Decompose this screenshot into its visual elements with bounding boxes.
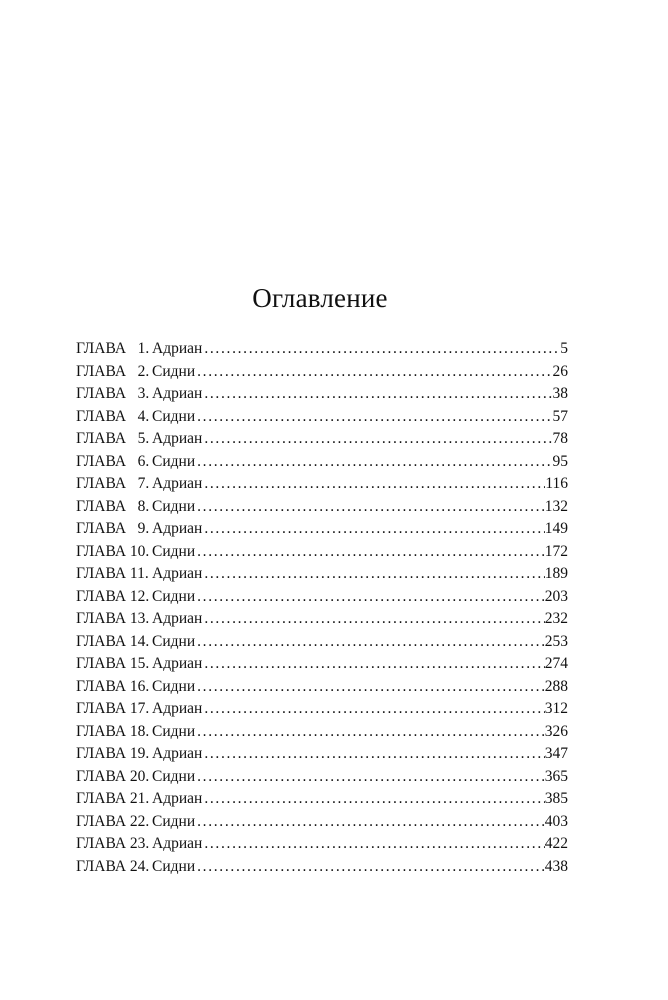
toc-entry-label: ГЛАВА 6. — [76, 452, 150, 470]
toc-entry-page: 288 — [544, 677, 568, 695]
toc-entry-page: 172 — [544, 542, 568, 560]
toc-entry-label: ГЛАВА 18. — [76, 722, 150, 740]
toc-entry-leader — [195, 406, 552, 429]
toc-entry-chapter: Адриан — [152, 475, 203, 492]
toc-entry-chapter: Адриан — [152, 700, 203, 717]
toc-entry[interactable] — [76, 833, 568, 856]
toc-entry-page: 253 — [544, 632, 568, 650]
toc-entry[interactable] — [76, 496, 568, 519]
toc-entry-chapter: Сидни — [152, 452, 196, 470]
toc-entry-chapter: Сидни — [152, 362, 196, 380]
toc-entry-label: ГЛАВА 4. — [76, 407, 150, 425]
toc-entry[interactable] — [76, 586, 568, 609]
toc-entry[interactable] — [76, 473, 568, 496]
toc-entry-leader — [202, 608, 544, 631]
toc-entry-page: 38 — [552, 385, 568, 402]
toc-entry-label: ГЛАВА 5. — [76, 430, 150, 447]
toc-entry[interactable] — [76, 811, 568, 834]
toc-entry-leader — [202, 788, 544, 811]
toc-entry-page: 385 — [544, 790, 568, 807]
toc-entry[interactable] — [76, 361, 568, 384]
toc-entry-chapter: Сидни — [152, 767, 196, 785]
toc-entry-chapter: Сидни — [152, 632, 196, 650]
toc-entry-leader — [202, 698, 544, 721]
toc-entry-label: ГЛАВА 1. — [76, 340, 150, 357]
toc-entry-leader — [195, 496, 545, 519]
toc-entry[interactable] — [76, 698, 568, 721]
toc-entry-chapter: Сидни — [152, 722, 196, 740]
toc-entry-chapter: Адриан — [152, 790, 203, 807]
toc-entry-label: ГЛАВА 19. — [76, 745, 150, 762]
toc-entry-leader — [202, 383, 552, 406]
toc-entry-page: 203 — [544, 587, 568, 605]
toc-entry-leader — [202, 653, 544, 676]
toc-entry-page: 26 — [552, 362, 568, 380]
toc-entry-label: ГЛАВА 13. — [76, 610, 150, 627]
toc-title: Оглавление — [252, 283, 388, 313]
toc-entry-label: ГЛАВА 22. — [76, 812, 150, 830]
toc-entry[interactable] — [76, 541, 568, 564]
toc-entry-page: 149 — [544, 520, 568, 537]
toc-entry-chapter: Адриан — [152, 745, 203, 762]
toc-entry-page: 78 — [552, 430, 568, 447]
toc-entry-chapter: Адриан — [152, 655, 203, 672]
toc-entry-leader — [195, 811, 545, 834]
toc-entry-chapter: Сидни — [152, 587, 196, 605]
toc-entry-leader — [195, 586, 545, 609]
toc-entry[interactable] — [76, 676, 568, 699]
toc-entry-page: 422 — [544, 835, 568, 852]
toc-entry[interactable] — [76, 451, 568, 474]
toc-entry-label: ГЛАВА 8. — [76, 497, 150, 515]
toc-entry-page: 347 — [544, 745, 568, 762]
toc-entry-page: 438 — [544, 857, 568, 875]
toc-entry[interactable] — [76, 338, 568, 361]
toc-entry-leader — [202, 563, 544, 586]
toc-entry-page: 232 — [544, 610, 568, 627]
toc-entry-page: 57 — [552, 407, 568, 425]
toc-entry-chapter: Сидни — [152, 812, 196, 830]
toc-entry-leader — [195, 541, 545, 564]
toc-entry[interactable] — [76, 563, 568, 586]
toc-entry-leader — [195, 856, 545, 879]
toc-entry[interactable] — [76, 653, 568, 676]
toc-entry-page: 95 — [552, 452, 568, 470]
toc-entry[interactable] — [76, 856, 568, 879]
toc-entry-page: 189 — [544, 565, 568, 582]
toc-entry-chapter: Адриан — [152, 610, 203, 627]
toc-entry-leader — [202, 743, 544, 766]
toc-entry-page: 132 — [544, 497, 568, 515]
toc-entry-label: ГЛАВА 2. — [76, 362, 150, 380]
toc-entry[interactable] — [76, 788, 568, 811]
toc-entry-page: 5 — [560, 340, 568, 357]
toc-entry-label: ГЛАВА 7. — [76, 475, 150, 492]
toc-entry[interactable] — [76, 743, 568, 766]
toc-entry-label: ГЛАВА 21. — [76, 790, 150, 807]
toc-entry[interactable] — [76, 631, 568, 654]
toc-entry-chapter: Адриан — [152, 430, 203, 447]
toc-entry-chapter: Сидни — [152, 677, 196, 695]
toc-entry-label: ГЛАВА 11. — [76, 565, 149, 582]
toc-entry-label: ГЛАВА 15. — [76, 655, 150, 672]
toc-entry-chapter: Сидни — [152, 542, 196, 560]
toc-entry-leader — [202, 518, 544, 541]
toc-entry-leader — [202, 473, 545, 496]
toc-entry-leader — [195, 361, 552, 384]
toc-entry-chapter: Сидни — [152, 857, 196, 875]
toc-entry-leader — [202, 428, 552, 451]
toc-entry-page: 326 — [544, 722, 568, 740]
toc-entry-leader — [195, 451, 552, 474]
toc-entry[interactable] — [76, 721, 568, 744]
toc-entry-label: ГЛАВА 3. — [76, 385, 150, 402]
toc-entry-label: ГЛАВА 23. — [76, 835, 150, 852]
toc-entry-page: 274 — [544, 655, 568, 672]
toc-entry-chapter: Адриан — [152, 565, 203, 582]
toc-entry[interactable] — [76, 518, 568, 541]
toc-entry-leader — [195, 676, 545, 699]
toc-entry-label: ГЛАВА 14. — [76, 632, 150, 650]
toc-entry-leader — [202, 338, 560, 361]
toc-entry-chapter: Адриан — [152, 385, 203, 402]
toc-entry-leader — [195, 631, 545, 654]
toc-entry-page: 116 — [545, 475, 568, 492]
toc-entry-leader — [202, 833, 544, 856]
toc-entry[interactable] — [76, 608, 568, 631]
toc-entry-page: 403 — [544, 812, 568, 830]
toc-entry-leader — [195, 766, 545, 789]
toc-list — [76, 338, 568, 878]
toc-entry-label: ГЛАВА 17. — [76, 700, 150, 717]
toc-entry-chapter: Сидни — [152, 407, 196, 425]
toc-entry-label: ГЛАВА 20. — [76, 767, 150, 785]
toc-entry-label: ГЛАВА 10. — [76, 542, 150, 560]
toc-entry-chapter: Адриан — [152, 520, 203, 537]
toc-entry-page: 312 — [544, 700, 568, 717]
toc-entry-label: ГЛАВА 24. — [76, 857, 150, 875]
toc-entry[interactable] — [76, 766, 568, 789]
toc-entry-chapter: Адриан — [152, 340, 203, 357]
toc-entry-chapter: Адриан — [152, 835, 203, 852]
toc-entry-chapter: Сидни — [152, 497, 196, 515]
toc-entry-leader — [195, 721, 545, 744]
toc-entry[interactable] — [76, 406, 568, 429]
toc-entry-label: ГЛАВА 9. — [76, 520, 150, 537]
toc-entry-label: ГЛАВА 16. — [76, 677, 150, 695]
toc-entry-label: ГЛАВА 12. — [76, 587, 150, 605]
toc-entry-page: 365 — [544, 767, 568, 785]
toc-entry[interactable] — [76, 428, 568, 451]
toc-entry[interactable] — [76, 383, 568, 406]
